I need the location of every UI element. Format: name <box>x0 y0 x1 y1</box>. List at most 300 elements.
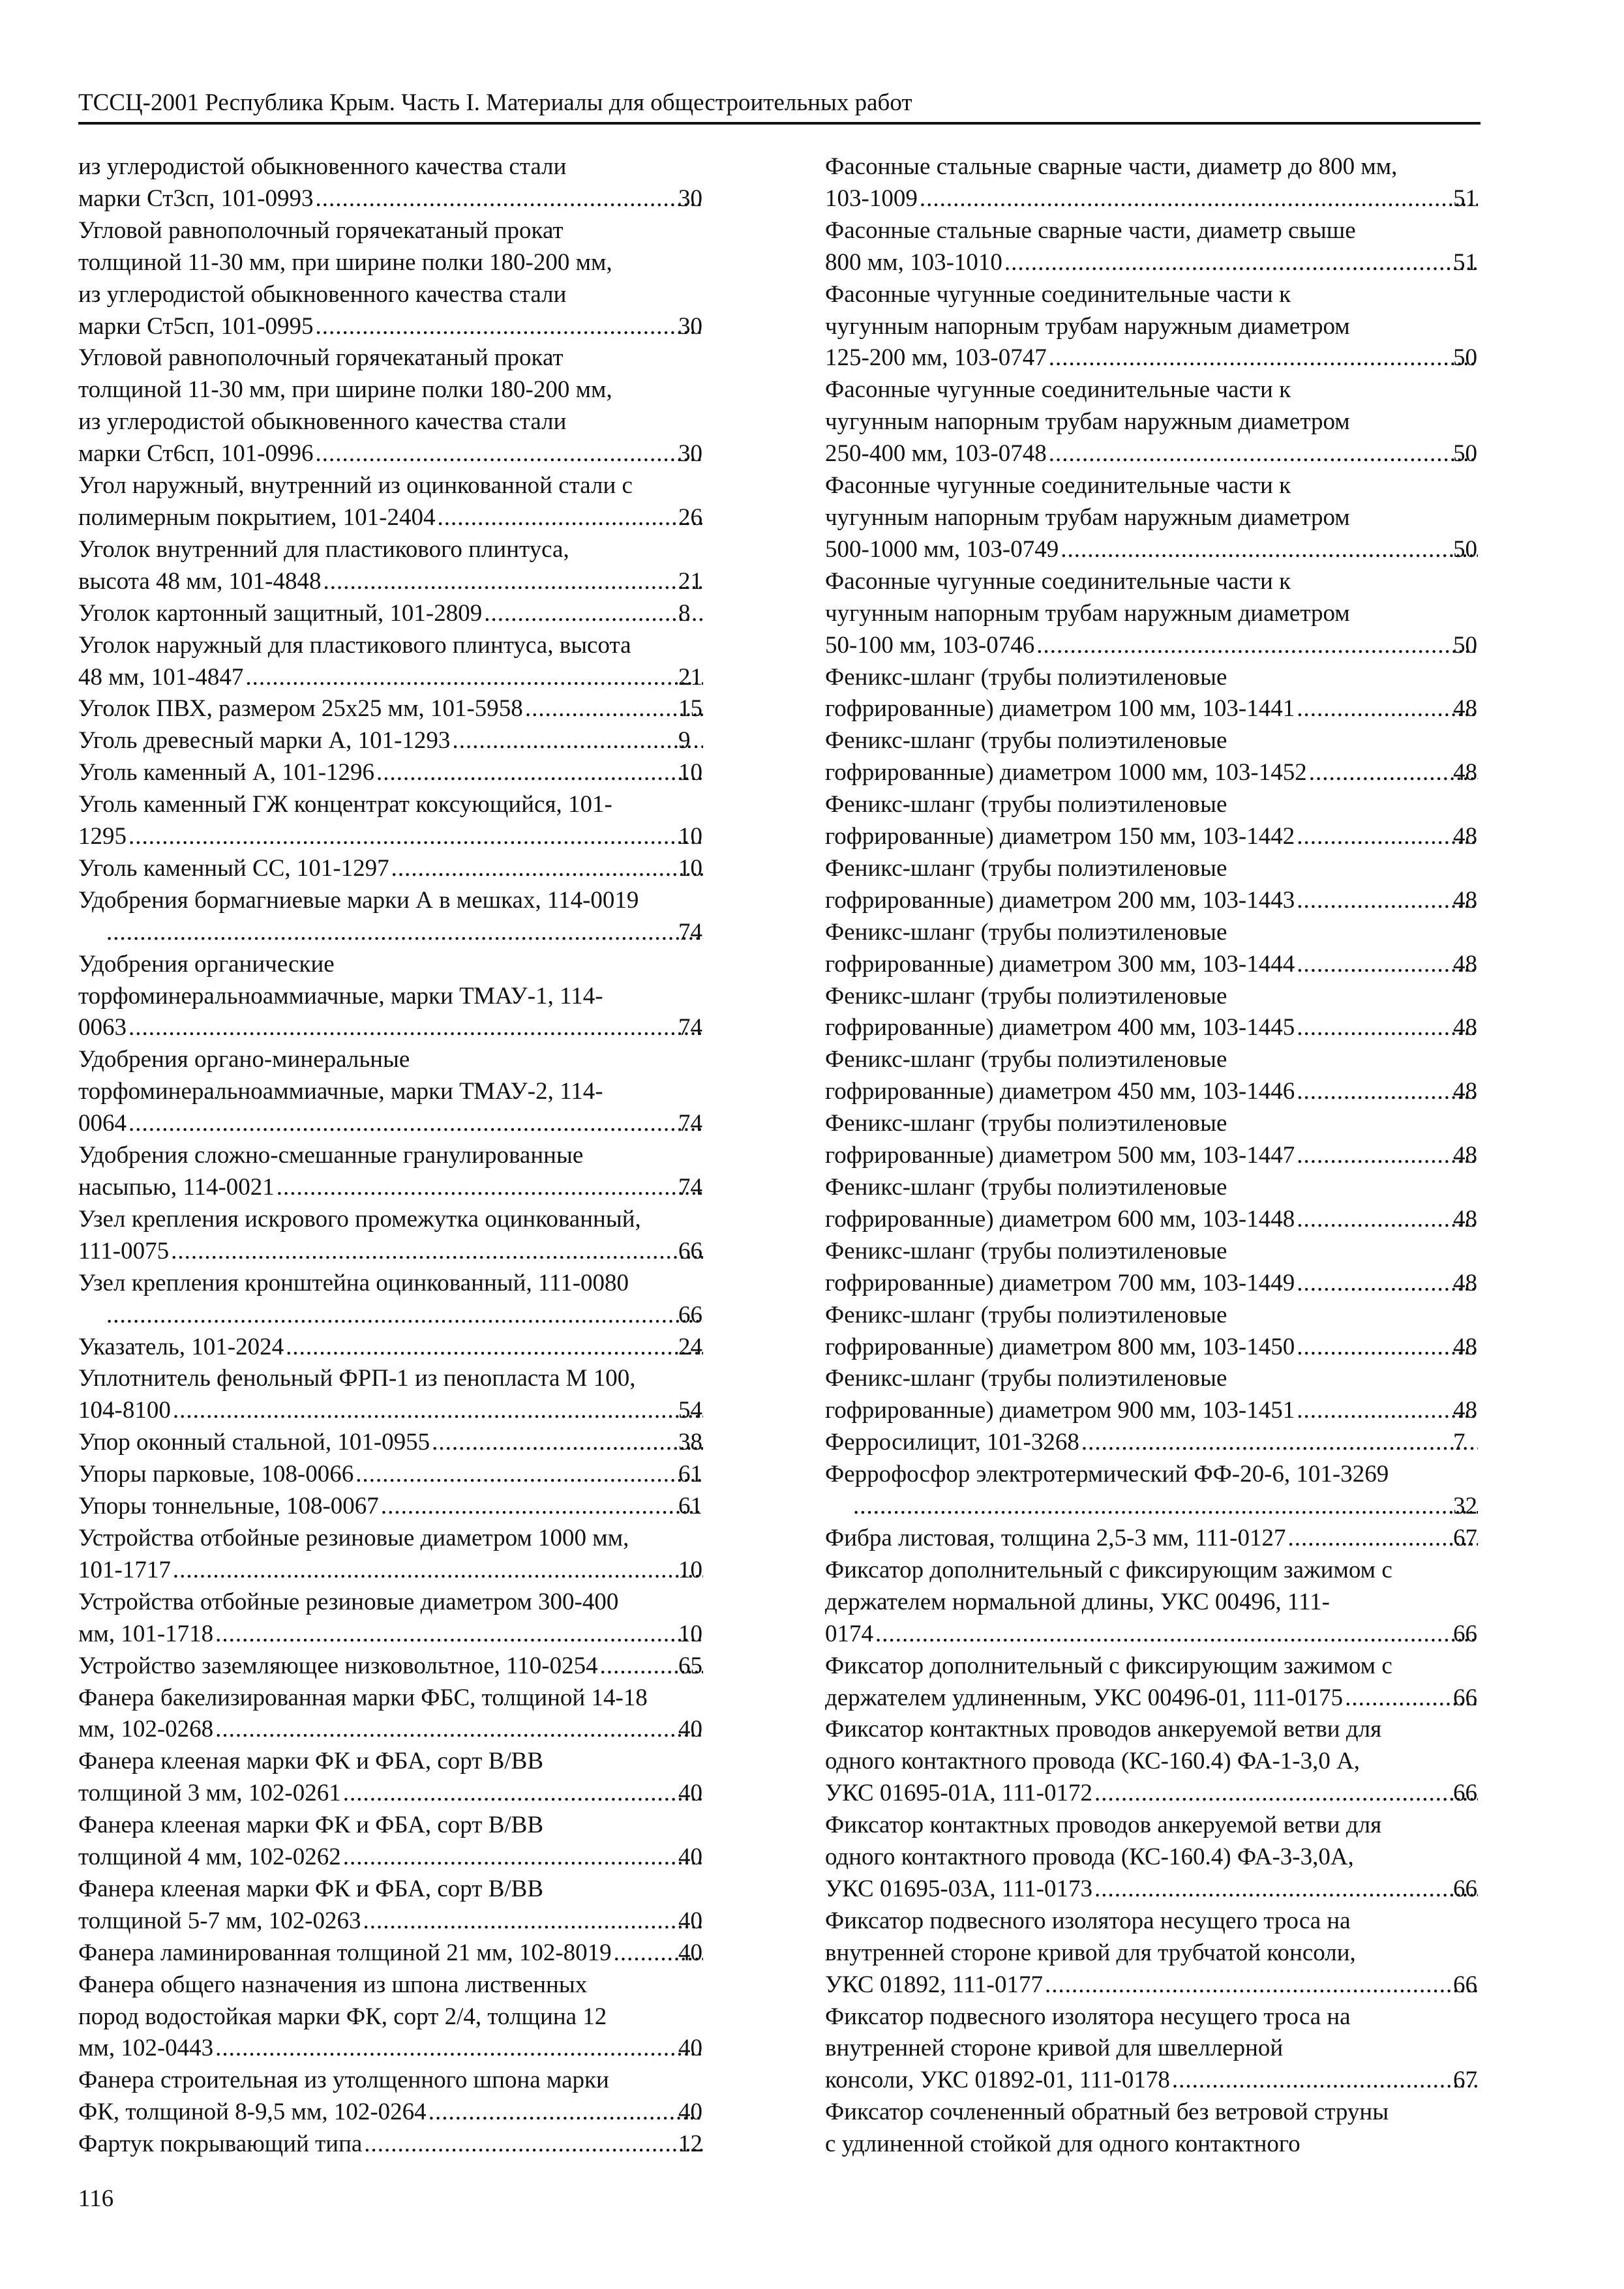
index-entry-text: высота 48 мм, 101-4848 <box>78 567 322 595</box>
dot-leader <box>276 1172 703 1204</box>
index-entry-line: марки Ст5сп, 101-0995 ..... 30 <box>104 311 704 343</box>
index-entry-text: гофрированные) диаметром 100 мм, 103-1441 <box>825 695 1295 723</box>
index-entry-text: толщиной 4 мм, 102-0262 <box>78 1844 341 1871</box>
index-entry-line: УКС 01892, 111-0177 ..... 66 <box>851 1969 1479 2001</box>
index-entry-text: Фасонные стальные сварные части, диаметр до 800 мм, <box>825 153 1398 180</box>
index-entry-text: Устройство заземляющее низковольтное, 110-0254 <box>78 1652 598 1679</box>
index-entry-text: 104-8100 <box>78 1397 171 1424</box>
index-entry-line: Упор оконный стальной, 101-0955 ..... 38 <box>104 1427 704 1459</box>
index-entry-text: Упор оконный стальной, 101-0955 <box>78 1429 430 1456</box>
index-entry-text: Уголок внутренний для пластикового плинтуса, <box>78 535 569 563</box>
index-entry <box>78 725 704 757</box>
index-entry <box>825 1459 1479 1523</box>
index-entry <box>78 1810 704 1874</box>
index-entry <box>825 2001 1479 2097</box>
index-entry-text: из углеродистой обыкновенного качества стали <box>78 153 567 180</box>
index-entry <box>825 1555 1479 1651</box>
dot-leader <box>128 1108 703 1140</box>
index-column-right <box>825 151 1479 2161</box>
index-entry-text: одного контактного провода (КС-160.4) ФА-1-3,0 А, <box>825 1748 1361 1775</box>
index-entry-line: гофрированные) диаметром 700 мм, 103-1449 ..... 48 <box>851 1268 1479 1300</box>
index-entry-text: консоли, УКС 01892-01, 111-0178 <box>825 2067 1170 2094</box>
dot-leader <box>1044 1969 1478 2001</box>
index-entry-text: Уголь каменный А, 101-1296 <box>78 759 375 786</box>
index-entry-text: мм, 101-1718 <box>78 1620 214 1647</box>
dot-leader <box>215 1714 703 1746</box>
index-entry-line: 1295 ..... 10 <box>104 821 704 853</box>
index-entry-text: Угловой равнополочный горячекатаный прокат <box>78 217 564 244</box>
index-entry-text: марки Ст5сп, 101-0995 <box>78 312 314 340</box>
index-entry-text: из углеродистой обыкновенного качества стали <box>78 408 567 436</box>
index-entry-line: 50-100 мм, 103-0746 ..... 50 <box>851 630 1479 662</box>
index-entry <box>825 917 1479 981</box>
index-entry <box>78 757 704 789</box>
index-entry <box>78 1491 704 1523</box>
index-entry <box>78 1459 704 1491</box>
index-entry <box>825 470 1479 566</box>
index-entry-text: Феникс-шланг (трубы полиэтиленовые <box>825 1301 1227 1328</box>
dot-leader <box>106 917 703 949</box>
index-entry-text: 800 мм, 103-1010 <box>825 248 1002 276</box>
index-entry-line: 250-400 мм, 103-0748 ..... 50 <box>851 438 1479 470</box>
index-entry-line: Упоры парковые, 108-0066 ..... 61 <box>104 1459 704 1491</box>
index-entry-text: Фиксатор сочлененный обратный без ветровой струны <box>825 2099 1389 2126</box>
index-entry <box>78 470 704 534</box>
index-entry-text: 50-100 мм, 103-0746 <box>825 631 1035 659</box>
index-entry-text: Феникс-шланг (трубы полиэтиленовые <box>825 854 1227 882</box>
index-entry-text: гофрированные) диаметром 450 мм, 103-1446 <box>825 1078 1295 1105</box>
index-entry-line: гофрированные) диаметром 900 мм, 103-1451 ..... 48 <box>851 1395 1479 1427</box>
index-entry-line: насыпью, 114-0021 ..... 74 <box>104 1172 704 1204</box>
dot-leader <box>1308 757 1478 789</box>
index-entry-line: 48 мм, 101-4847 ..... 21 <box>104 662 704 694</box>
dot-leader <box>1094 1778 1478 1810</box>
index-entry-text: торфоминеральноаммиачные, марки ТМАУ-2, 114- <box>78 1078 603 1105</box>
index-entry-text: Уплотнитель фенольный ФРП-1 из пенопласта М 100, <box>78 1365 636 1392</box>
index-entry <box>825 725 1479 789</box>
index-entry-text: Уголь древесный марки А, 101-1293 <box>78 727 451 755</box>
index-entry <box>825 1651 1479 1714</box>
index-entry <box>78 1268 704 1332</box>
index-entry-line: полимерным покрытием, 101-2404 ..... 26 <box>104 502 704 534</box>
index-entry-text: Фиксатор подвесного изолятора несущего троса на <box>825 1907 1351 1934</box>
index-entry-line: 103-1009 ..... 51 <box>851 183 1479 215</box>
index-entry-text: гофрированные) диаметром 500 мм, 103-1447 <box>825 1142 1295 1169</box>
index-entry <box>825 1363 1479 1427</box>
index-entry <box>825 566 1479 662</box>
index-entry-text: Феникс-шланг (трубы полиэтиленовые <box>825 663 1227 691</box>
dot-leader <box>1171 2065 1478 2097</box>
dot-leader <box>391 853 703 885</box>
index-entry <box>825 279 1479 375</box>
index-entry-line: Уголь каменный А, 101-1296 ..... 10 <box>104 757 704 789</box>
index-entry <box>78 693 704 725</box>
dot-leader <box>363 1906 703 1937</box>
index-entry-text: Фиксатор дополнительный с фиксирующим зажимом с <box>825 1652 1392 1679</box>
dot-leader <box>315 311 703 343</box>
index-entry-text: Фанера бакелизированная марки ФБС, толщиной 14-18 <box>78 1684 648 1711</box>
dot-leader <box>215 2033 703 2065</box>
dot-leader <box>1287 1523 1478 1555</box>
index-entry <box>825 1810 1479 1906</box>
index-entry-text: 103-1009 <box>825 185 918 212</box>
dot-leader <box>342 1778 703 1810</box>
index-entry-text: гофрированные) диаметром 800 мм, 103-1450 <box>825 1333 1295 1360</box>
index-entry-line: толщиной 3 мм, 102-0261 ..... 40 <box>104 1778 704 1810</box>
index-entry-text: чугунным напорным трубам наружным диаметром <box>825 408 1350 436</box>
dot-leader <box>285 1332 703 1364</box>
index-entry <box>78 151 704 215</box>
index-entry-text: Фанера строительная из утолщенного шпона марки <box>78 2067 609 2094</box>
index-entry-line: Фартук покрывающий типа ..... 12 <box>104 2129 704 2161</box>
index-entry-line: гофрированные) диаметром 800 мм, 103-1450 ..... 48 <box>851 1332 1479 1364</box>
page-header: ТССЦ-2001 Республика Крым. Часть I. Материалы для общестроительных работ <box>78 88 1481 125</box>
index-column-left <box>78 151 704 2161</box>
index-entry-line: Устройство заземляющее низковольтное, 110-0254 ..... 65 <box>104 1651 704 1683</box>
index-entry-text: 48 мм, 101-4847 <box>78 663 244 691</box>
index-entry-line: 500-1000 мм, 103-0749 ..... 50 <box>851 534 1479 566</box>
index-entry-text: Удобрения органические <box>78 950 335 978</box>
dot-leader <box>322 566 703 598</box>
index-entry <box>78 2065 704 2129</box>
index-entry-line: мм, 102-0443 ..... 40 <box>104 2033 704 2065</box>
index-entry-text: Фасонные чугунные соединительные части к <box>825 280 1291 308</box>
index-entry-line: Уголок ПВХ, размером 25х25 мм, 101-5958 ..... 15 <box>104 693 704 725</box>
index-entry <box>78 1523 704 1587</box>
dot-leader <box>1036 630 1478 662</box>
index-entry <box>825 374 1479 470</box>
index-entry-text: Феникс-шланг (трубы полиэтиленовые <box>825 1174 1227 1201</box>
index-entry-text: 101-1717 <box>78 1556 171 1583</box>
dot-leader <box>1081 1427 1478 1459</box>
index-entry <box>825 2097 1479 2161</box>
index-entry-line: высота 48 мм, 101-4848 ..... 21 <box>104 566 704 598</box>
index-entry-line: толщиной 4 мм, 102-0262 ..... 40 <box>104 1842 704 1874</box>
index-entry-text: Удобрения сложно-смешанные гранулированные <box>78 1142 584 1169</box>
index-entry-text: толщиной 3 мм, 102-0261 <box>78 1780 341 1807</box>
index-entry-line: Уголь древесный марки А, 101-1293 ..... 9 <box>104 725 704 757</box>
index-entry-line: гофрированные) диаметром 100 мм, 103-1441 ..... 48 <box>851 693 1479 725</box>
dot-leader <box>451 725 703 757</box>
index-entry-text: Ферросилицит, 101-3268 <box>825 1429 1079 1456</box>
index-entry-text: полимерным покрытием, 101-2404 <box>78 503 436 531</box>
index-entry-text: 0063 <box>78 1014 127 1041</box>
index-entry-text: Фанера клееная марки ФК и ФБА, сорт В/ВВ <box>78 1875 544 1902</box>
index-entry <box>78 1332 704 1364</box>
index-entry-text: чугунным напорным трубам наружным диаметром <box>825 599 1350 627</box>
index-entry-text: торфоминеральноаммиачные, марки ТМАУ-1, 114- <box>78 982 603 1010</box>
index-entry-text: Фиксатор дополнительный с фиксирующим зажимом с <box>825 1556 1392 1583</box>
index-entry <box>78 1363 704 1427</box>
index-entry <box>78 598 704 630</box>
index-entry-text: Уголь каменный ГЖ концентрат коксующийся, 101- <box>78 791 612 818</box>
dot-leader <box>1048 438 1478 470</box>
index-entry <box>825 853 1479 917</box>
dot-leader <box>342 1842 703 1874</box>
dot-leader <box>355 1459 703 1491</box>
dot-leader <box>875 1619 1478 1651</box>
dot-leader <box>363 2129 703 2161</box>
index-entry-text: Фибра листовая, толщина 2,5-3 мм, 111-0127 <box>825 1524 1286 1551</box>
dot-leader <box>437 502 703 534</box>
index-entry-line: УКС 01695-03А, 111-0173 ..... 66 <box>851 1874 1479 1906</box>
index-entry-text: внутренней стороне кривой для швеллерной <box>825 2035 1284 2062</box>
index-entry <box>78 1969 704 2065</box>
dot-leader <box>1296 1140 1478 1172</box>
index-entry-line: ФК, толщиной 8-9,5 мм, 102-0264 ..... 40 <box>104 2097 704 2129</box>
index-entry <box>78 215 704 343</box>
index-entry-line: ..... 66 <box>104 1300 704 1332</box>
index-entry <box>825 151 1479 215</box>
index-entry <box>825 662 1479 726</box>
index-entry-text: гофрированные) диаметром 400 мм, 103-1445 <box>825 1014 1295 1041</box>
index-entry-text: Фанера клееная марки ФК и ФБА, сорт В/ВВ <box>78 1748 544 1775</box>
index-entry <box>825 789 1479 853</box>
index-entry <box>78 885 704 949</box>
index-entry-line: Уголок картонный защитный, 101-2809 ..... 8 <box>104 598 704 630</box>
index-entry-line: марки Ст3сп, 101-0993 ..... 30 <box>104 183 704 215</box>
index-entry-text: Феникс-шланг (трубы полиэтиленовые <box>825 791 1227 818</box>
index-entry-text: Узел крепления кронштейна оцинкованный, 111-0080 <box>78 1269 629 1296</box>
index-entry-text: толщиной 11-30 мм, при ширине полки 180-200 мм, <box>78 376 612 404</box>
index-entry-text: чугунным напорным трубам наружным диаметром <box>825 312 1350 340</box>
index-entry-text: гофрированные) диаметром 150 мм, 103-1442 <box>825 823 1295 850</box>
index-entry-text: Фиксатор контактных проводов анкеруемой ветви для <box>825 1812 1382 1839</box>
index-entry-text: Уголок наружный для пластикового плинтуса, высота <box>78 631 631 659</box>
index-entry-text: 125-200 мм, 103-0747 <box>825 344 1047 372</box>
dot-leader <box>852 1491 1478 1523</box>
index-entry-text: гофрированные) диаметром 600 мм, 103-1448 <box>825 1205 1295 1233</box>
index-entry-line: Указатель, 101-2024 ..... 24 <box>104 1332 704 1364</box>
index-entry-line: мм, 102-0268 ..... 40 <box>104 1714 704 1746</box>
index-entry-text: Упоры тоннельные, 108-0067 <box>78 1493 379 1520</box>
index-entry-line: консоли, УКС 01892-01, 111-0178 ..... 67 <box>851 2065 1479 2097</box>
index-entry-text: 111-0075 <box>78 1237 170 1264</box>
index-entry-text: Фиксатор подвесного изолятора несущего троса на <box>825 2003 1351 2030</box>
index-entry-text: мм, 102-0443 <box>78 2035 214 2062</box>
dot-leader <box>380 1491 703 1523</box>
index-entry <box>825 1172 1479 1236</box>
dot-leader <box>1296 1076 1478 1108</box>
index-entry-text: Фасонные стальные сварные части, диаметр свыше <box>825 217 1356 244</box>
index-entry-text: 0064 <box>78 1110 127 1137</box>
dot-leader <box>376 757 703 789</box>
index-entry-text: внутренней стороне кривой для трубчатой консоли, <box>825 1939 1356 1966</box>
index-entry-text: Устройства отбойные резиновые диаметром 300-400 <box>78 1588 619 1615</box>
index-entry <box>78 342 704 470</box>
index-entry-line: гофрированные) диаметром 600 мм, 103-1448 ..... 48 <box>851 1204 1479 1236</box>
index-entry-line: гофрированные) диаметром 500 мм, 103-1447 ..... 48 <box>851 1140 1479 1172</box>
index-entry <box>78 1746 704 1810</box>
index-entry-text: марки Ст3сп, 101-0993 <box>78 185 314 212</box>
index-entry <box>825 1906 1479 2001</box>
dot-leader <box>919 183 1478 215</box>
index-entry-text: Фартук покрывающий типа <box>78 2131 363 2158</box>
index-entry <box>78 853 704 885</box>
index-entry <box>78 1427 704 1459</box>
dot-leader <box>128 1012 703 1044</box>
index-entry-text: Феникс-шланг (трубы полиэтиленовые <box>825 1046 1227 1073</box>
dot-leader <box>1296 949 1478 981</box>
index-entry-text: Фанера ламинированная толщиной 21 мм, 102-8019 <box>78 1939 612 1966</box>
index-entry-text: Фасонные чугунные соединительные части к <box>825 376 1291 404</box>
dot-leader <box>483 598 703 630</box>
index-entry-line: гофрированные) диаметром 200 мм, 103-1443 ..... 48 <box>851 885 1479 917</box>
index-entry <box>825 1523 1479 1555</box>
index-entry <box>825 1427 1479 1459</box>
index-entry-text: из углеродистой обыкновенного качества стали <box>78 280 567 308</box>
dot-leader <box>170 1236 703 1268</box>
index-entry <box>78 789 704 853</box>
dot-leader <box>315 438 703 470</box>
index-entry-text: Упоры парковые, 108-0066 <box>78 1461 354 1488</box>
index-entry-text: 250-400 мм, 103-0748 <box>825 440 1047 468</box>
index-entry-line: 0063 ..... 74 <box>104 1012 704 1044</box>
index-entry <box>78 1587 704 1651</box>
index-entry <box>825 1236 1479 1300</box>
index-entry <box>825 981 1479 1045</box>
index-entry-line: держателем удлиненным, УКС 00496-01, 111-0175 ..... 66 <box>851 1683 1479 1714</box>
index-entry-text: Уголок ПВХ, размером 25х25 мм, 101-5958 <box>78 695 523 723</box>
index-entry <box>78 949 704 1045</box>
index-entry-text: Устройства отбойные резиновые диаметром 1000 мм, <box>78 1524 629 1551</box>
index-entry-text: Узел крепления искрового промежутка оцинкованный, <box>78 1205 641 1233</box>
dot-leader <box>106 1300 703 1332</box>
index-entry <box>78 1683 704 1746</box>
dot-leader <box>428 2097 703 2129</box>
index-entry-text: Феникс-шланг (трубы полиэтиленовые <box>825 1110 1227 1137</box>
index-entry-text: Феникс-шланг (трубы полиэтиленовые <box>825 982 1227 1010</box>
dot-leader <box>1296 1012 1478 1044</box>
index-entry-line: мм, 101-1718 ..... 10 <box>104 1619 704 1651</box>
index-entry-text: Фасонные чугунные соединительные части к <box>825 567 1291 595</box>
index-entry <box>78 1651 704 1683</box>
index-entry-text: УКС 01892, 111-0177 <box>825 1971 1043 1998</box>
index-entry-line: 0174 ..... 66 <box>851 1619 1479 1651</box>
index-entry-text: Уголь каменный СС, 101-1297 <box>78 854 389 882</box>
index-entry-text: гофрированные) диаметром 700 мм, 103-1449 <box>825 1269 1295 1296</box>
index-entry-text: 500-1000 мм, 103-0749 <box>825 535 1059 563</box>
index-entry-line: Фанера ламинированная толщиной 21 мм, 102-8019 ..... 40 <box>104 1937 704 1969</box>
index-entry <box>78 2129 704 2161</box>
dot-leader <box>315 183 703 215</box>
dot-leader <box>1296 1204 1478 1236</box>
index-entry-line: Ферросилицит, 101-3268 ..... 7 <box>851 1427 1479 1459</box>
index-entry-line: гофрированные) диаметром 1000 мм, 103-1452 ..... 48 <box>851 757 1479 789</box>
index-entry-text: гофрированные) диаметром 300 мм, 103-1444 <box>825 950 1295 978</box>
index-entry-line: 800 мм, 103-1010 ..... 51 <box>851 247 1479 279</box>
index-entry <box>78 534 704 598</box>
index-entry-text: Фанера клееная марки ФК и ФБА, сорт В/ВВ <box>78 1812 544 1839</box>
index-entry-line: 104-8100 ..... 54 <box>104 1395 704 1427</box>
dot-leader <box>1004 247 1478 279</box>
index-entry-line: ..... 74 <box>104 917 704 949</box>
index-entry-line: гофрированные) диаметром 450 мм, 103-1446 ..... 48 <box>851 1076 1479 1108</box>
index-entry-text: одного контактного провода (КС-160.4) ФА-3-3,0А, <box>825 1844 1354 1871</box>
index-entry-text: гофрированные) диаметром 1000 мм, 103-1452 <box>825 759 1307 786</box>
dot-leader <box>431 1427 703 1459</box>
index-entry-line: 101-1717 ..... 10 <box>104 1555 704 1587</box>
index-entry-line: 111-0075 ..... 66 <box>104 1236 704 1268</box>
index-entry <box>78 1140 704 1204</box>
page-number: 116 <box>78 2185 114 2212</box>
index-entry-text: насыпью, 114-0021 <box>78 1174 275 1201</box>
index-entry-text: Фасонные чугунные соединительные части к <box>825 472 1291 500</box>
index-entry-text: толщиной 11-30 мм, при ширине полки 180-200 мм, <box>78 248 612 276</box>
index-entry-text: Удобрения органо-минеральные <box>78 1046 410 1073</box>
index-entry-text: держателем нормальной длины, УКС 00496, 111- <box>825 1588 1330 1615</box>
index-entry-line: гофрированные) диаметром 300 мм, 103-1444 ..... 48 <box>851 949 1479 981</box>
index-entry-text: с удлиненной стойкой для одного контактного <box>825 2131 1301 2158</box>
index-entry-text: Указатель, 101-2024 <box>78 1333 284 1360</box>
index-entry-line: гофрированные) диаметром 150 мм, 103-1442 ..... 48 <box>851 821 1479 853</box>
index-entry <box>825 1108 1479 1172</box>
dot-leader <box>1296 885 1478 917</box>
dot-leader <box>172 1395 703 1427</box>
dot-leader <box>215 1619 703 1651</box>
index-entry-text: Феникс-шланг (трубы полиэтиленовые <box>825 727 1227 755</box>
dot-leader <box>1296 1332 1478 1364</box>
index-entry <box>825 1714 1479 1810</box>
index-entry-text: марки Ст6сп, 101-0996 <box>78 440 314 468</box>
index-entry-text: Феникс-шланг (трубы полиэтиленовые <box>825 1237 1227 1264</box>
index-entry-text: ФК, толщиной 8-9,5 мм, 102-0264 <box>78 2099 427 2126</box>
index-entry-text: Феникс-шланг (трубы полиэтиленовые <box>825 1365 1227 1392</box>
index-entry-text: 1295 <box>78 823 127 850</box>
index-entry-text: толщиной 5-7 мм, 102-0263 <box>78 1907 361 1934</box>
index-entry-line: марки Ст6сп, 101-0996 ..... 30 <box>104 438 704 470</box>
dot-leader <box>128 821 703 853</box>
index-entry-text: Угол наружный, внутренний из оцинкованной стали с <box>78 472 633 500</box>
dot-leader <box>172 1555 703 1587</box>
index-entry-text: Уголок картонный защитный, 101-2809 <box>78 599 483 627</box>
dot-leader <box>1060 534 1478 566</box>
dot-leader <box>1296 693 1478 725</box>
index-entry-text: Фиксатор контактных проводов анкеруемой ветви для <box>825 1716 1382 1743</box>
dot-leader <box>1296 1268 1478 1300</box>
index-entry-line: ..... 32 <box>851 1491 1479 1523</box>
index-entry-line: Фибра листовая, толщина 2,5-3 мм, 111-0127 ..... 67 <box>851 1523 1479 1555</box>
index-entry-line: 125-200 мм, 103-0747 ..... 50 <box>851 342 1479 374</box>
index-entry-text: гофрированные) диаметром 900 мм, 103-1451 <box>825 1397 1295 1424</box>
index-entry-line: Упоры тоннельные, 108-0067 ..... 61 <box>104 1491 704 1523</box>
index-entry-text: мм, 102-0268 <box>78 1716 214 1743</box>
index-entry-text: Феррофосфор электротермический ФФ-20-6, 101-3269 <box>825 1461 1389 1488</box>
index-entry-line: Уголь каменный СС, 101-1297 ..... 10 <box>104 853 704 885</box>
index-entry-text: Удобрения бормагниевые марки А в мешках, 114-0019 <box>78 886 639 914</box>
index-entry-line: 0064 ..... 74 <box>104 1108 704 1140</box>
index-entry <box>825 1044 1479 1108</box>
dot-leader <box>245 662 703 694</box>
index-entry-line: толщиной 5-7 мм, 102-0263 ..... 40 <box>104 1906 704 1937</box>
index-entry-line: УКС 01695-01А, 111-0172 ..... 66 <box>851 1778 1479 1810</box>
index-entry-text: УКС 01695-01А, 111-0172 <box>825 1780 1092 1807</box>
index-entry-line: гофрированные) диаметром 400 мм, 103-1445 ..... 48 <box>851 1012 1479 1044</box>
index-entry <box>78 630 704 694</box>
index-entry <box>825 1300 1479 1364</box>
index-entry-text: держателем удлиненным, УКС 00496-01, 111-0175 <box>825 1684 1344 1711</box>
index-entry-text: Фанера общего назначения из шпона лиственных <box>78 1971 588 1998</box>
dot-leader <box>1296 1395 1478 1427</box>
dot-leader <box>1094 1874 1478 1906</box>
index-entry-text: Угловой равнополочный горячекатаный прокат <box>78 344 564 372</box>
index-entry-text: УКС 01695-03А, 111-0173 <box>825 1875 1092 1902</box>
dot-leader <box>1048 342 1478 374</box>
index-entry-text: гофрированные) диаметром 200 мм, 103-1443 <box>825 886 1295 914</box>
index-entry <box>78 1874 704 1937</box>
index-entry-text: чугунным напорным трубам наружным диаметром <box>825 503 1350 531</box>
index-entry-text: пород водостойкая марки ФК, сорт 2/4, толщина 12 <box>78 2003 607 2030</box>
